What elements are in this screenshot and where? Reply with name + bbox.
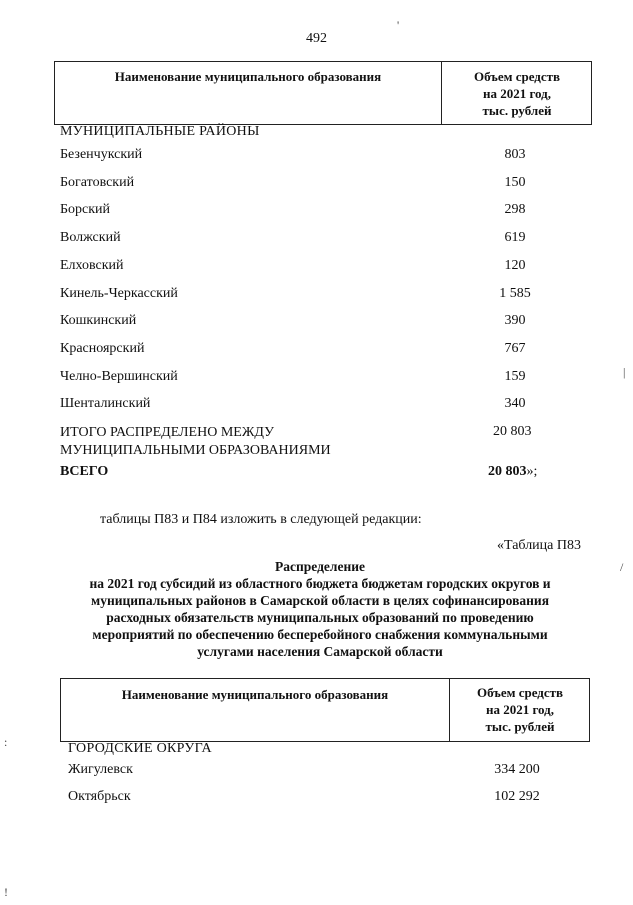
table2-row — [0, 789, 633, 809]
table1-header-amount-line: на 2021 год, — [482, 86, 552, 101]
table-label: «Таблица П83 — [497, 538, 581, 553]
table1-grand-total-label: ВСЕГО — [60, 464, 109, 479]
scan-mark: ! — [4, 885, 8, 899]
table1-grand-total-value — [488, 464, 537, 480]
page-number: 492 — [306, 31, 327, 46]
municipality-name: Шенталинский — [60, 396, 151, 412]
scan-mark: | — [623, 365, 626, 379]
document-title — [40, 558, 600, 660]
amount-value: 150 — [504, 174, 526, 190]
amendment-intro-text: таблицы П83 и П84 изложить в следующей редакции: — [100, 512, 422, 527]
amount-value: 102 292 — [494, 789, 540, 804]
table1-total-label — [60, 424, 360, 460]
table2-header-amount-line: на 2021 год, — [485, 702, 555, 717]
table1-total-value: 20 803 — [493, 424, 532, 439]
municipality-name: Богатовский — [60, 174, 135, 190]
municipality-name: Волжский — [60, 230, 121, 246]
table1-header-name-col: Наименование муниципального образования — [114, 69, 382, 84]
table1-row — [0, 202, 633, 222]
amount-value: 803 — [504, 147, 526, 162]
table1-row — [0, 175, 633, 195]
municipality-name: Жигулевск — [68, 762, 133, 777]
table1-row — [0, 369, 633, 389]
municipality-name: Кошкинский — [60, 313, 137, 329]
municipality-name: Кинель-Черкасский — [60, 285, 178, 301]
amount-value: 340 — [504, 396, 526, 412]
amount-value: 619 — [504, 230, 526, 246]
table1-row — [0, 396, 633, 416]
amount-value: 298 — [504, 202, 526, 218]
title-line: на 2021 год субсидий из областного бюджета бюджетам городских округов и — [89, 576, 551, 591]
scan-mark: : — [4, 735, 8, 749]
table1-header-amount-line: тыс. рублей — [482, 103, 552, 118]
table1-row — [0, 147, 633, 167]
amount-value: 120 — [504, 257, 526, 273]
title-line: мероприятий по обеспечению бесперебойного снабжения коммунальными — [92, 627, 548, 642]
table1-row — [0, 258, 633, 278]
title-line: муниципальных районов в Самарской области в целях софинансирования — [91, 593, 549, 608]
table1-header-amount-line: Объем средств — [473, 69, 561, 84]
table1-row — [0, 286, 633, 306]
table2-header-amount-line: тыс. рублей — [485, 719, 555, 734]
table1-row — [0, 230, 633, 250]
municipality-name: Красноярский — [60, 340, 145, 356]
table2-header-name-col: Наименование муниципального образования — [121, 687, 389, 702]
title-line: Распределение — [274, 559, 366, 574]
table2-row — [0, 762, 633, 782]
municipality-name: Борский — [60, 202, 111, 218]
table1-header-amount-col — [441, 62, 592, 124]
title-line: услугами населения Самарской области — [197, 644, 443, 659]
amount-value: 390 — [504, 313, 526, 329]
table1-row — [0, 341, 633, 361]
amount-value: 1 585 — [499, 285, 531, 301]
table2-header-amount-line: Объем средств — [476, 685, 564, 700]
table1-header — [54, 61, 592, 125]
scan-mark: ' — [397, 18, 400, 32]
table2-section-heading: ГОРОДСКИЕ ОКРУГА — [68, 741, 212, 756]
scan-mark: / — [620, 560, 624, 574]
total-label-line: МУНИЦИПАЛЬНЫМИ ОБРАЗОВАНИЯМИ — [60, 443, 331, 458]
amount-value: 767 — [504, 340, 526, 356]
table1-section-heading: МУНИЦИПАЛЬНЫЕ РАЙОНЫ — [60, 124, 260, 139]
municipality-name: Октябрьск — [68, 789, 131, 804]
table2-header-amount-col — [449, 679, 590, 741]
grand-total-suffix: »; — [526, 464, 538, 479]
table1-row — [0, 313, 633, 333]
title-line: расходных обязательств муниципальных образований по проведению — [106, 610, 534, 625]
total-label-line: ИТОГО РАСПРЕДЕЛЕНО МЕЖДУ — [60, 425, 274, 440]
amount-value: 334 200 — [494, 762, 540, 777]
grand-total-number: 20 803 — [488, 464, 527, 479]
amount-value: 159 — [504, 368, 526, 384]
municipality-name: Безенчукский — [60, 147, 143, 162]
municipality-name: Челно-Вершинский — [60, 368, 178, 384]
table2-header — [60, 678, 590, 742]
municipality-name: Елховский — [60, 257, 124, 273]
